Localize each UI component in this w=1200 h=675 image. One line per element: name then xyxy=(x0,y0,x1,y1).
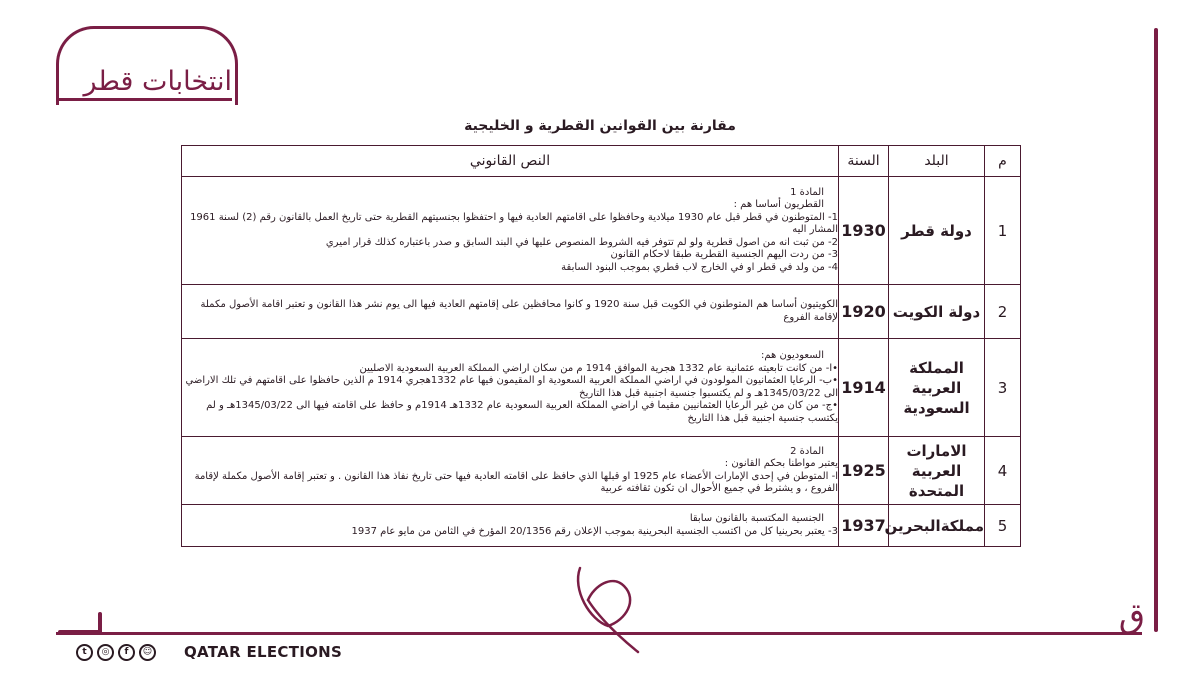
text-line: المادة 2 xyxy=(790,445,824,457)
table-row xyxy=(182,339,1021,437)
row-year: 1920 xyxy=(839,285,889,339)
text-line: •ا- من كانت تابعيته عثمانية عام 1332 هجرية الموافق 1914 م من سكان اراضي المملكة العربية السعودية الاصليين xyxy=(359,362,838,374)
row-legal-text xyxy=(182,437,839,505)
row-legal-text xyxy=(182,285,839,339)
row-country: دولة الكويت xyxy=(889,285,985,339)
comparison-table xyxy=(181,145,1021,547)
row-country: مملكةالبحرين xyxy=(889,505,985,547)
row-number: 5 xyxy=(985,505,1021,547)
row-legal-text xyxy=(182,505,839,547)
row-country: الامارات العربية المتحدة xyxy=(889,437,985,505)
brand-name: QATAR ELECTIONS xyxy=(184,643,343,661)
right-letter-mark: ق xyxy=(1118,596,1146,636)
logo-underline xyxy=(56,98,232,101)
text-line: 4- من ولد في قطر او في الخارج لاب قطري بموجب البنود السابقة xyxy=(561,261,838,273)
row-number: 1 xyxy=(985,177,1021,285)
text-line: 2- من ثبت انه من اصول قطرية ولو لم تتوفر فيه الشروط المنصوص عليها في البند السابق و صدر باعتباره كذلك قرار اميري xyxy=(325,236,838,248)
text-line: 3- من ردت اليهم الجنسية القطرية طبقا لاحكام القانون xyxy=(610,249,838,261)
right-decorative-bar xyxy=(1154,28,1158,632)
header-country: البلد xyxy=(889,146,985,177)
facebook-icon[interactable]: f xyxy=(118,644,135,661)
header-year: السنة xyxy=(839,146,889,177)
logo-text: انتخابات قطر xyxy=(83,66,232,97)
text-line: •ج- من كان من غير الرعايا العثمانيين مقيما في اراضي المملكة العربية السعودية عام 1332هـ 1914م و حافظ على اقامته فيها الى 1345/03/22هـ و لم يكتسب جنسية اجنبية قبل هذا التاريخ xyxy=(206,400,838,424)
row-number: 3 xyxy=(985,339,1021,437)
snapchat-icon[interactable]: ☺ xyxy=(139,644,156,661)
social-icons xyxy=(76,641,156,663)
row-legal-text xyxy=(182,339,839,437)
row-number: 2 xyxy=(985,285,1021,339)
row-number: 4 xyxy=(985,437,1021,505)
table-row xyxy=(182,285,1021,339)
row-country: دولة قطر xyxy=(889,177,985,285)
text-line: السعوديون هم: xyxy=(761,350,824,361)
page-title: مقارنة بين القوانين القطرية و الخليجية xyxy=(464,118,736,134)
text-line: •ب- الرعايا العثمانيون المولودون في اراضي المملكة العربية السعودية او المقيمون فيها عام 1332هجري 1914 م الذين حافظوا على اقامتهم في تلك الاراضي الى 1345/03/22هـ و لم يكتسبوا جنسية اجنبية قبل هذا التاريخ xyxy=(185,375,838,399)
row-year: 1914 xyxy=(839,339,889,437)
header-number: م xyxy=(985,146,1021,177)
text-line: 1- المتوطنون في قطر قبل عام 1930 ميلادية وحافظوا على اقامتهم العادية فيها و احتفظوا بجنسيتهم القطرية حتى تاريخ العمل بالقانون رقم (2) لسنة 1961 المشار اليه xyxy=(190,211,838,236)
row-year: 1937 xyxy=(839,505,889,547)
row-year: 1930 xyxy=(839,177,889,285)
text-line: الكويتيون أساسا هم المتوطنون في الكويت قبل سنة 1920 و كانوا محافظين على إقامتهم العادية فيها الى يوم نشر هذا القانون و تعتبر اقامة الأصول مكملة لإقامة الفروع xyxy=(200,299,838,323)
twitter-icon[interactable]: t xyxy=(76,644,93,661)
table-row xyxy=(182,177,1021,285)
row-country: المملكة العربية السعودية xyxy=(889,339,985,437)
table-header-row xyxy=(182,146,1021,177)
text-line: يعتبر مواطنا بحكم القانون : xyxy=(724,458,838,469)
row-legal-text xyxy=(182,177,839,285)
text-line: 3- يعتبر بحرينيا كل من اكتسب الجنسية البحرينية بموجب الإعلان رقم 20/1356 المؤرخ في الثامن من مايو عام 1937 xyxy=(351,525,838,537)
row-year: 1925 xyxy=(839,437,889,505)
left-letter-mark-icon xyxy=(56,604,106,644)
text-line: المادة 1 xyxy=(790,186,824,198)
instagram-icon[interactable]: ◎ xyxy=(97,644,114,661)
text-line: الجنسية المكتسبة بالقانون سابقا xyxy=(689,513,824,524)
table-row xyxy=(182,437,1021,505)
text-line: ا- المتوطن في إحدى الإمارات الأعضاء عام 1925 او قبلها الذي حافظ على اقامته العادية فيها حتى تاريخ نفاذ هذا القانون . و تعتبر إقامة الأصول مكملة لإقامة الفروع ، و يشترط في جميع الأحوال ان تكون ثقافته عربية xyxy=(194,470,838,494)
q-emblem-icon xyxy=(568,560,648,656)
table-row xyxy=(182,505,1021,547)
header-legal-text: النص القانوني xyxy=(182,146,839,177)
text-line: القطريون أساسا هم : xyxy=(733,199,824,211)
